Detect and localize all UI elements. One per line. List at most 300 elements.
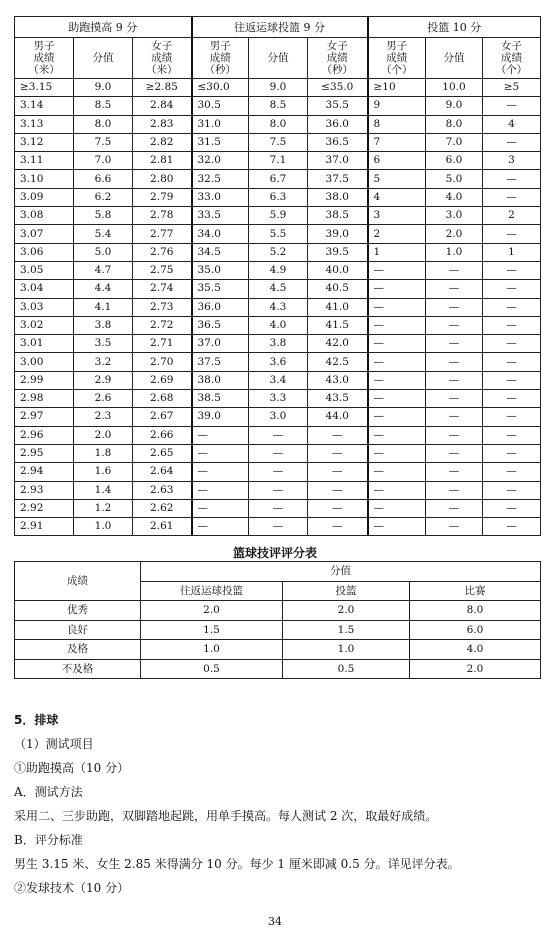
table-cell: 2.67: [133, 408, 192, 426]
table-row: [15, 115, 541, 133]
table-row: [15, 79, 541, 97]
table-cell: 3.2: [74, 353, 133, 371]
table-cell: —: [483, 261, 541, 279]
table-cell: —: [192, 463, 249, 481]
table-cell: 3.8: [249, 335, 308, 353]
table-cell: 6.6: [74, 170, 133, 188]
table-cell: 2.64: [133, 463, 192, 481]
table-cell: 1.0: [74, 518, 133, 536]
column-header: [15, 38, 74, 79]
table-row: [15, 188, 541, 206]
table-cell: 4.7: [74, 261, 133, 279]
table-cell: —: [483, 408, 541, 426]
table-cell: 4.4: [74, 280, 133, 298]
table-cell: 2.95: [15, 444, 74, 462]
table-cell: —: [249, 499, 308, 517]
table-row: [15, 444, 541, 462]
column-header-line: 分值: [443, 52, 465, 64]
table-cell: 3.07: [15, 225, 74, 243]
table-cell: 6.2: [74, 188, 133, 206]
table-cell: 43.5: [308, 390, 368, 408]
table-cell: —: [426, 463, 483, 481]
text-line: ①助跑摸高（10 分）: [14, 761, 130, 775]
table-cell: 3.02: [15, 316, 74, 334]
table-cell: 2.78: [133, 207, 192, 225]
table-cell: 5.5: [249, 225, 308, 243]
table-cell: 36.0: [192, 298, 249, 316]
table-cell: 2.68: [133, 390, 192, 408]
table-cell: —: [308, 518, 368, 536]
table-cell: 3.03: [15, 298, 74, 316]
table-cell: —: [368, 408, 426, 426]
column-header: [74, 38, 133, 79]
table-cell: 3: [483, 152, 541, 170]
table-cell: —: [368, 371, 426, 389]
table-cell: ≤30.0: [192, 79, 249, 97]
table-cell: 3.05: [15, 261, 74, 279]
table-cell: 3.10: [15, 170, 74, 188]
table-cell: —: [426, 518, 483, 536]
table-cell: 35.5: [308, 97, 368, 115]
table-cell: 3.0: [426, 207, 483, 225]
table-cell: 5.0: [74, 243, 133, 261]
table-cell: —: [192, 444, 249, 462]
table-cell: 42.0: [308, 335, 368, 353]
skill-table-title: 篮球技评评分表: [232, 546, 317, 560]
table-cell: 31.0: [192, 115, 249, 133]
table-cell: 0.5: [141, 659, 283, 679]
table-cell: 34.0: [192, 225, 249, 243]
text-line: 采用二、三步助跑，双脚踏地起跳，用单手摸高。每人测试 2 次，取最好成绩。: [14, 809, 438, 823]
table-cell: 2.3: [74, 408, 133, 426]
page-number: 34: [268, 915, 282, 928]
table-cell: 33.0: [192, 188, 249, 206]
table-cell: —: [483, 316, 541, 334]
table-cell: 37.0: [192, 335, 249, 353]
table-cell: 30.5: [192, 97, 249, 115]
table-cell: 2.0: [410, 659, 541, 679]
table-row: [15, 316, 541, 334]
table-cell: —: [308, 426, 368, 444]
table-cell: —: [368, 280, 426, 298]
column-header-line: （米）: [146, 64, 178, 76]
table-cell: 3.11: [15, 152, 74, 170]
table-cell: 3.13: [15, 115, 74, 133]
table-cell: —: [368, 335, 426, 353]
table-cell: —: [368, 261, 426, 279]
table-cell: 2.65: [133, 444, 192, 462]
table-row: [15, 298, 541, 316]
table-cell: 5: [368, 170, 426, 188]
table-cell: 2.80: [133, 170, 192, 188]
table-cell: 8.0: [426, 115, 483, 133]
table-row: [15, 280, 541, 298]
table-row: [15, 335, 541, 353]
table-cell: —: [483, 188, 541, 206]
table-cell: 2.82: [133, 133, 192, 151]
table-cell: 38.5: [192, 390, 249, 408]
table-cell: 3.12: [15, 133, 74, 151]
table-cell: 2.66: [133, 426, 192, 444]
table-row: [15, 620, 541, 640]
table-cell: 5.0: [426, 170, 483, 188]
table-cell: —: [426, 298, 483, 316]
table-cell: 5.8: [74, 207, 133, 225]
table-cell: 37.0: [308, 152, 368, 170]
column-header-line: 成绩: [386, 52, 408, 64]
table-cell: —: [249, 481, 308, 499]
table-cell: 41.0: [308, 298, 368, 316]
table-cell: 2.72: [133, 316, 192, 334]
table-cell: 3.4: [249, 371, 308, 389]
table-cell: —: [426, 280, 483, 298]
table-cell: —: [192, 426, 249, 444]
table-cell: 1.5: [141, 620, 283, 640]
column-header-line: 成绩: [33, 52, 55, 64]
table-cell: 2.0: [74, 426, 133, 444]
table-cell: —: [368, 390, 426, 408]
table-cell: 2.94: [15, 463, 74, 481]
table-cell: —: [483, 390, 541, 408]
table-cell: 31.5: [192, 133, 249, 151]
column-header-line: （秒）: [321, 64, 353, 76]
table-row: [15, 601, 541, 621]
table-cell: 1.0: [426, 243, 483, 261]
table-cell: —: [426, 426, 483, 444]
table-cell: 1.8: [74, 444, 133, 462]
table-cell: 7: [368, 133, 426, 151]
table-cell: —: [308, 444, 368, 462]
table-cell: ≥3.15: [15, 79, 74, 97]
text-line: ②发球技术（10 分）: [14, 881, 130, 895]
table-cell: —: [483, 298, 541, 316]
table-cell: 良好: [15, 620, 141, 640]
table-cell: 2.76: [133, 243, 192, 261]
table-cell: 2.0: [426, 225, 483, 243]
table-cell: 8: [368, 115, 426, 133]
skill-col-dribble: 往返运球投篮: [141, 581, 283, 601]
table-cell: 35.0: [192, 261, 249, 279]
table-cell: —: [483, 170, 541, 188]
table-row: [15, 170, 541, 188]
table-cell: —: [426, 481, 483, 499]
table-cell: 2.99: [15, 371, 74, 389]
table-cell: 35.5: [192, 280, 249, 298]
column-header-line: 分值: [92, 52, 114, 64]
table-cell: 8.5: [249, 97, 308, 115]
column-header-line: 女子: [501, 40, 522, 52]
table-cell: 4.0: [426, 188, 483, 206]
group-header-dribble: 往返运球投篮 9 分: [192, 17, 368, 38]
column-header: [249, 38, 308, 79]
table-cell: —: [483, 426, 541, 444]
table-cell: —: [483, 481, 541, 499]
table-row: [15, 463, 541, 481]
table-cell: 2.73: [133, 298, 192, 316]
table-cell: 2.0: [283, 601, 410, 621]
table-cell: 2.91: [15, 518, 74, 536]
table-cell: —: [249, 518, 308, 536]
table-cell: 37.5: [192, 353, 249, 371]
table-cell: 1.0: [141, 640, 283, 660]
table-cell: —: [483, 280, 541, 298]
table-row: [15, 353, 541, 371]
table-cell: 5.2: [249, 243, 308, 261]
table-cell: 7.5: [74, 133, 133, 151]
table-cell: 及格: [15, 640, 141, 660]
table-row: [15, 152, 541, 170]
table-cell: 3.00: [15, 353, 74, 371]
table-cell: —: [308, 481, 368, 499]
table-row: [15, 518, 541, 536]
table-row: [15, 640, 541, 660]
table-cell: —: [426, 444, 483, 462]
table-cell: 3.06: [15, 243, 74, 261]
group-header-jump: 助跑摸高 9 分: [15, 17, 192, 38]
table-row: [15, 371, 541, 389]
table-cell: 39.5: [308, 243, 368, 261]
table-cell: 10.0: [426, 79, 483, 97]
table-cell: 9: [368, 97, 426, 115]
table-cell: 39.0: [192, 408, 249, 426]
table-cell: 4.5: [249, 280, 308, 298]
table-cell: —: [308, 463, 368, 481]
skill-table: [14, 561, 541, 679]
column-header-line: （个）: [495, 64, 528, 76]
table-cell: 3.8: [74, 316, 133, 334]
column-header-line: 男子: [209, 40, 231, 52]
section-title: 5．排球: [14, 713, 59, 727]
column-header-line: 女子: [326, 40, 348, 52]
table-cell: 4: [483, 115, 541, 133]
skill-table-body: [15, 601, 541, 679]
table-cell: 2.77: [133, 225, 192, 243]
table-cell: 7.0: [74, 152, 133, 170]
sub-header-row: [15, 38, 541, 79]
table-cell: 2.98: [15, 390, 74, 408]
table-cell: 3.14: [15, 97, 74, 115]
table-cell: 1.5: [283, 620, 410, 640]
table-cell: 4.9: [249, 261, 308, 279]
table-cell: 1.4: [74, 481, 133, 499]
table-cell: 6: [368, 152, 426, 170]
table-cell: 32.0: [192, 152, 249, 170]
table-cell: —: [483, 463, 541, 481]
table-cell: 2: [368, 225, 426, 243]
column-header-line: （个）: [381, 64, 413, 76]
score-table-body: [15, 79, 541, 536]
skill-group-header: 分值: [141, 562, 541, 582]
column-header-line: （米）: [28, 64, 60, 76]
column-header-line: 成绩: [151, 52, 173, 64]
column-header: [368, 38, 426, 79]
table-cell: 4.0: [249, 316, 308, 334]
column-header-line: 成绩: [209, 52, 231, 64]
table-cell: —: [426, 408, 483, 426]
table-cell: 2.81: [133, 152, 192, 170]
table-cell: 2.9: [74, 371, 133, 389]
column-header: [426, 38, 483, 79]
table-cell: 2.0: [141, 601, 283, 621]
table-cell: 1: [483, 243, 541, 261]
table-cell: —: [426, 390, 483, 408]
table-cell: —: [483, 353, 541, 371]
table-cell: —: [426, 335, 483, 353]
text-line: A．测试方法: [14, 785, 83, 799]
table-cell: 3.08: [15, 207, 74, 225]
table-cell: —: [426, 261, 483, 279]
table-cell: —: [249, 444, 308, 462]
table-cell: 40.5: [308, 280, 368, 298]
table-row: [15, 390, 541, 408]
column-header: [192, 38, 249, 79]
table-cell: 6.3: [249, 188, 308, 206]
table-cell: 5.9: [249, 207, 308, 225]
table-cell: —: [483, 335, 541, 353]
skill-col-shooting: 投篮: [283, 581, 410, 601]
table-cell: 2.63: [133, 481, 192, 499]
table-cell: —: [426, 353, 483, 371]
table-row: [15, 426, 541, 444]
table-cell: 2.92: [15, 499, 74, 517]
table-cell: —: [368, 316, 426, 334]
table-cell: 2.96: [15, 426, 74, 444]
table-cell: —: [368, 444, 426, 462]
table-cell: 4.0: [410, 640, 541, 660]
table-cell: —: [483, 371, 541, 389]
table-cell: 8.0: [74, 115, 133, 133]
table-cell: 43.0: [308, 371, 368, 389]
table-cell: 2.83: [133, 115, 192, 133]
table-cell: —: [192, 518, 249, 536]
table-row: [15, 207, 541, 225]
column-header-line: 男子: [33, 40, 55, 52]
table-cell: —: [368, 499, 426, 517]
column-header-line: 成绩: [501, 52, 522, 64]
table-cell: —: [192, 481, 249, 499]
table-cell: 优秀: [15, 601, 141, 621]
table-cell: ≥10: [368, 79, 426, 97]
table-cell: 44.0: [308, 408, 368, 426]
table-row: [15, 243, 541, 261]
table-cell: —: [368, 353, 426, 371]
table-row: [15, 499, 541, 517]
table-cell: 1.6: [74, 463, 133, 481]
table-cell: 3.0: [249, 408, 308, 426]
table-cell: 8.0: [410, 601, 541, 621]
table-cell: ≤35.0: [308, 79, 368, 97]
table-row: [15, 261, 541, 279]
table-cell: —: [192, 499, 249, 517]
table-cell: 33.5: [192, 207, 249, 225]
table-cell: 1.0: [283, 640, 410, 660]
table-cell: 7.0: [426, 133, 483, 151]
table-cell: 2.75: [133, 261, 192, 279]
table-cell: 3.5: [74, 335, 133, 353]
table-cell: 7.1: [249, 152, 308, 170]
table-cell: —: [368, 518, 426, 536]
column-header-line: 男子: [386, 40, 408, 52]
text-line: B．评分标准: [14, 833, 83, 847]
table-cell: 36.0: [308, 115, 368, 133]
table-cell: ≥2.85: [133, 79, 192, 97]
table-cell: 38.0: [308, 188, 368, 206]
table-cell: 2.97: [15, 408, 74, 426]
text-line: 男生 3.15 米、女生 2.85 米得满分 10 分。每少 1 厘米即减 0.5 分。详见评分表。: [14, 857, 460, 871]
table-cell: 8.5: [74, 97, 133, 115]
table-cell: 41.5: [308, 316, 368, 334]
table-cell: 34.5: [192, 243, 249, 261]
table-cell: 3.04: [15, 280, 74, 298]
table-cell: 2.93: [15, 481, 74, 499]
table-cell: 5.4: [74, 225, 133, 243]
score-table: [14, 16, 541, 536]
table-cell: 3.6: [249, 353, 308, 371]
table-row: [15, 659, 541, 679]
group-header-shooting: 投篮 10 分: [368, 17, 541, 38]
table-cell: 9.0: [74, 79, 133, 97]
table-cell: 2: [483, 207, 541, 225]
table-cell: 2.84: [133, 97, 192, 115]
table-cell: 4.3: [249, 298, 308, 316]
table-row: [15, 408, 541, 426]
table-cell: 2.69: [133, 371, 192, 389]
table-cell: 2.74: [133, 280, 192, 298]
table-cell: 3.09: [15, 188, 74, 206]
table-cell: 32.5: [192, 170, 249, 188]
table-cell: —: [368, 298, 426, 316]
table-cell: 38.0: [192, 371, 249, 389]
table-cell: 2.71: [133, 335, 192, 353]
column-header: [483, 38, 541, 79]
table-cell: 7.5: [249, 133, 308, 151]
column-header-line: 女子: [151, 40, 173, 52]
table-row: [15, 225, 541, 243]
table-cell: —: [249, 426, 308, 444]
table-cell: ≥5: [483, 79, 541, 97]
table-cell: 6.0: [426, 152, 483, 170]
table-cell: —: [483, 444, 541, 462]
table-cell: —: [368, 426, 426, 444]
table-cell: 8.0: [249, 115, 308, 133]
table-cell: 42.5: [308, 353, 368, 371]
table-cell: —: [483, 499, 541, 517]
column-header-line: 分值: [267, 52, 289, 64]
text-line: （1）测试项目: [14, 737, 94, 751]
table-cell: 37.5: [308, 170, 368, 188]
table-row: [15, 133, 541, 151]
column-header-line: （秒）: [204, 64, 236, 76]
table-cell: —: [308, 499, 368, 517]
table-cell: —: [426, 316, 483, 334]
column-header: [133, 38, 192, 79]
table-cell: 2.70: [133, 353, 192, 371]
table-cell: —: [368, 463, 426, 481]
table-cell: 3.01: [15, 335, 74, 353]
table-cell: 39.0: [308, 225, 368, 243]
table-cell: 1: [368, 243, 426, 261]
table-row: [15, 481, 541, 499]
table-cell: 1.2: [74, 499, 133, 517]
table-cell: —: [249, 463, 308, 481]
table-cell: —: [426, 371, 483, 389]
table-cell: —: [483, 518, 541, 536]
table-cell: —: [368, 481, 426, 499]
table-cell: 2.61: [133, 518, 192, 536]
table-cell: —: [483, 225, 541, 243]
table-cell: 36.5: [308, 133, 368, 151]
table-cell: 不及格: [15, 659, 141, 679]
